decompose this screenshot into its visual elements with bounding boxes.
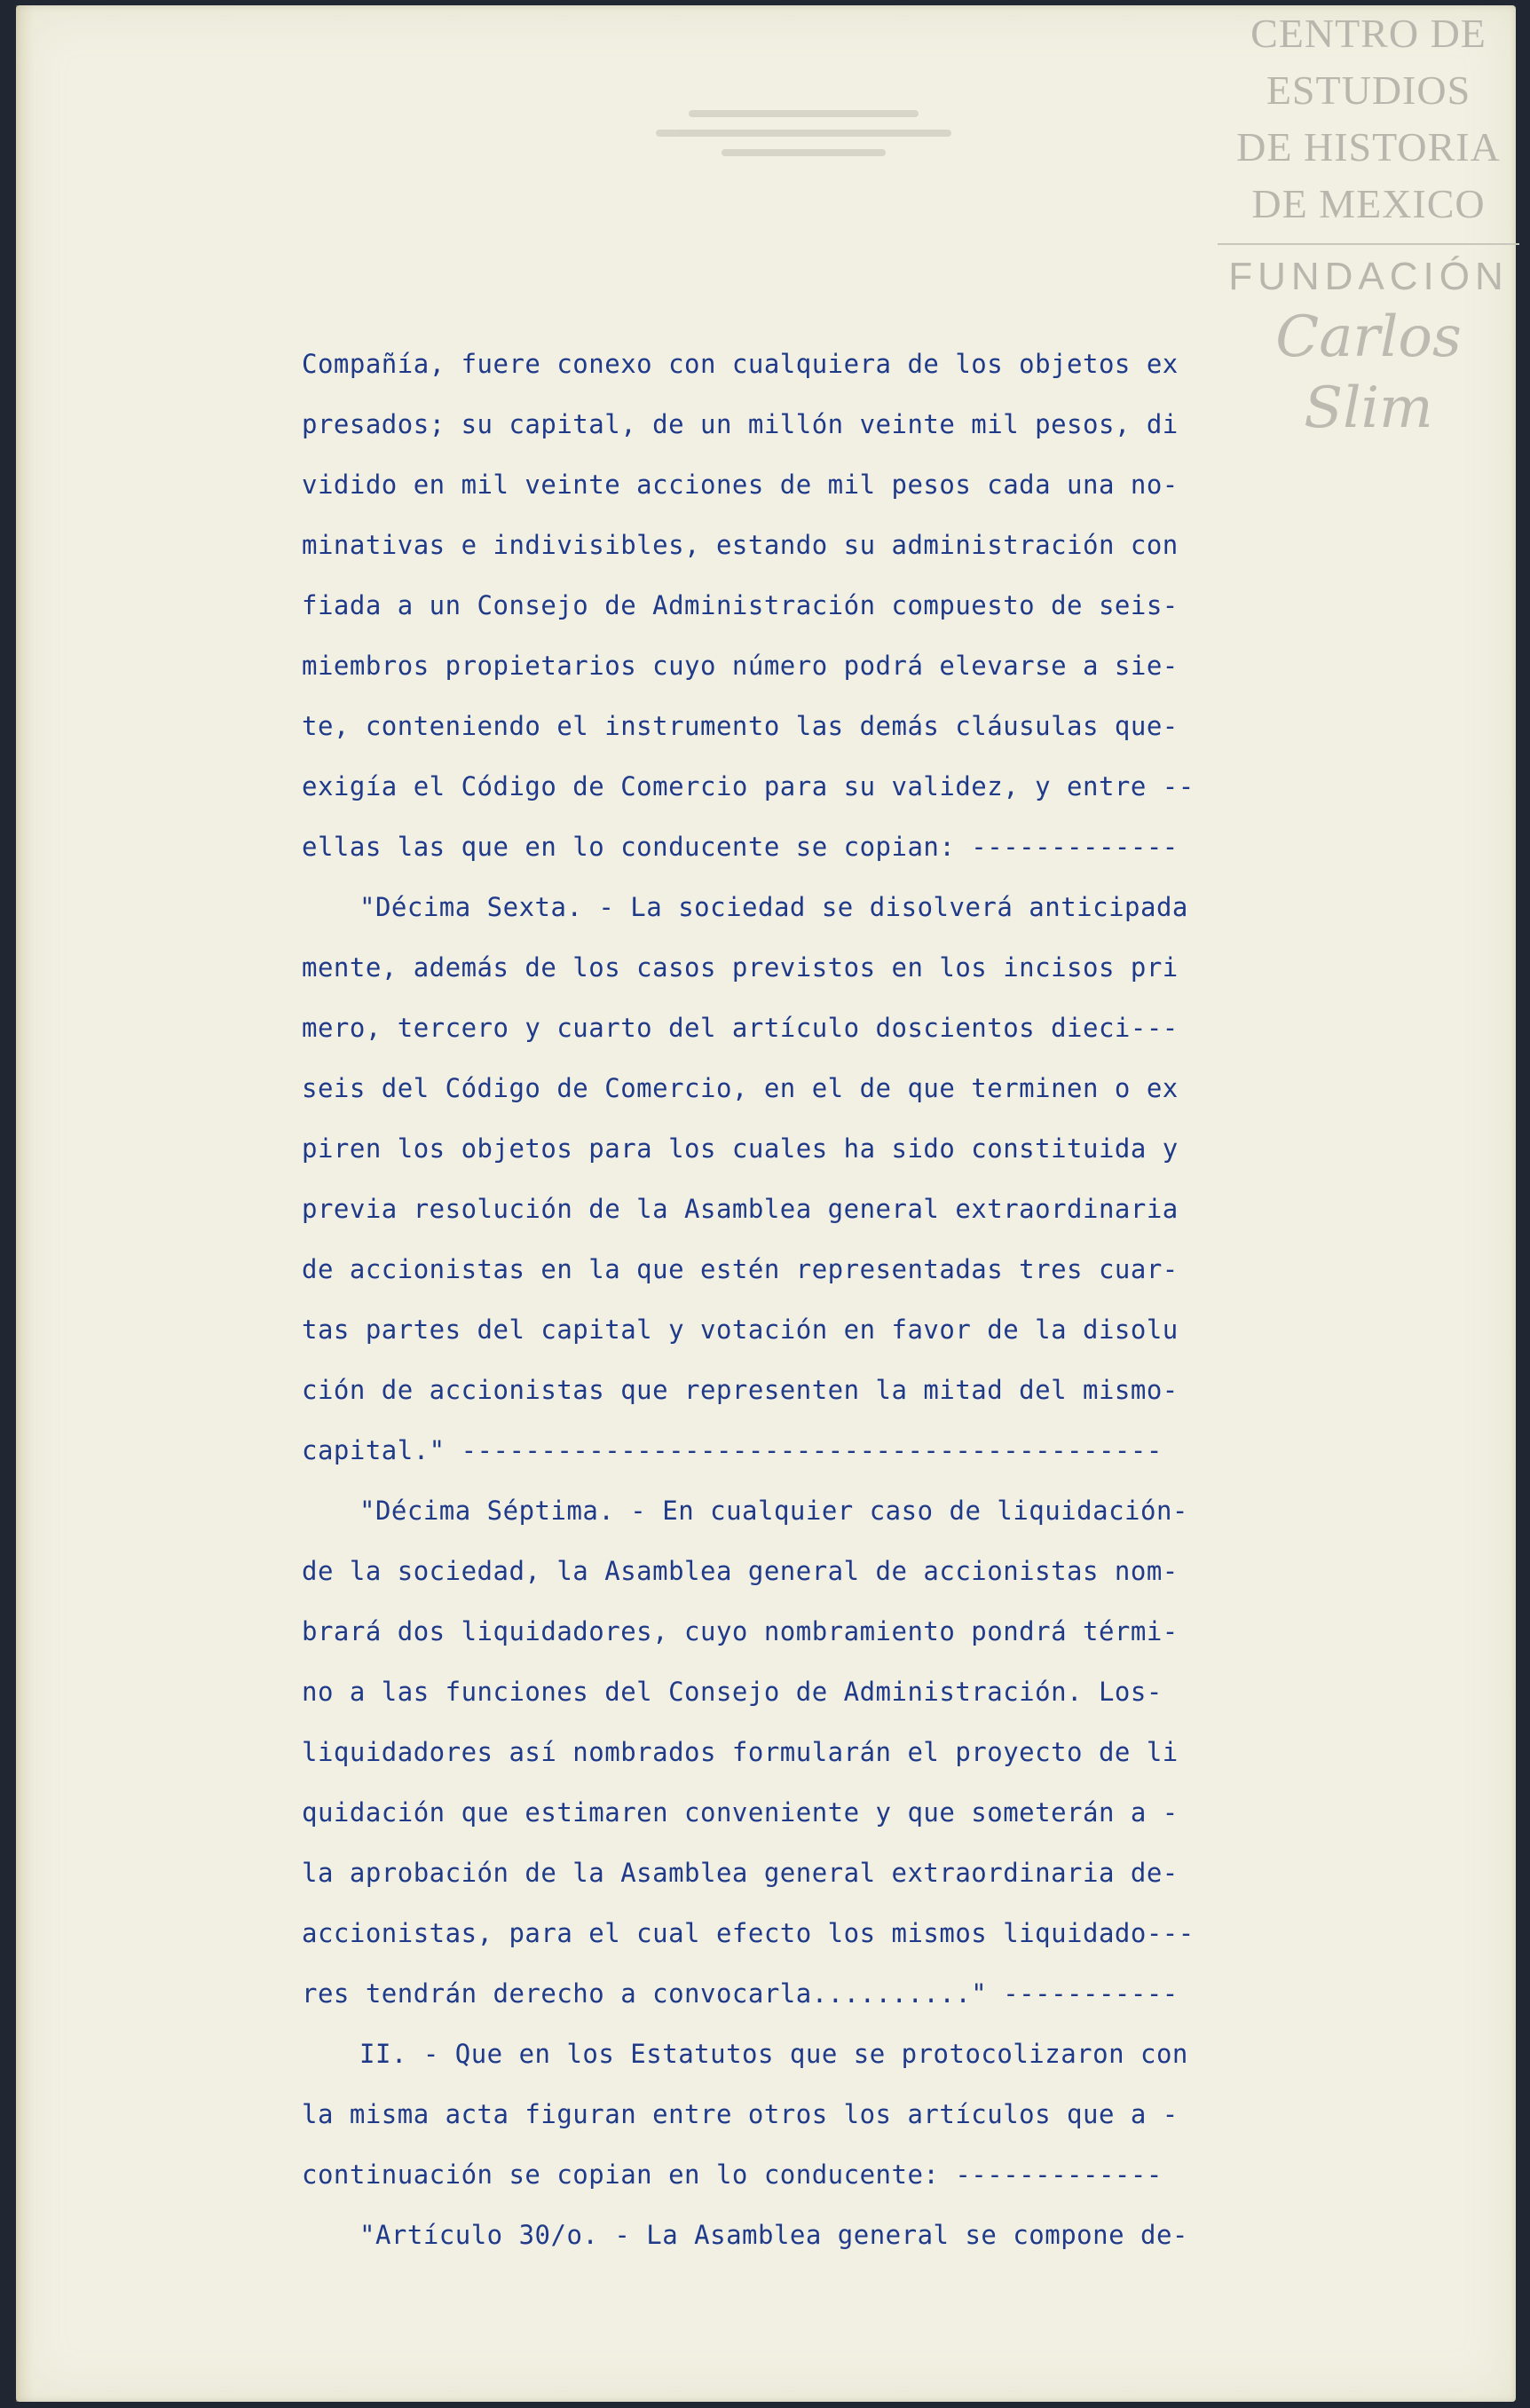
watermark-line: ESTUDIOS (1266, 67, 1471, 113)
watermark-line: DE HISTORIA (1236, 124, 1501, 170)
text-line: mente, además de los casos previstos en los incisos pri (302, 952, 1179, 983)
text-line: ellas las que en lo conducente se copian: ------------- (302, 832, 1179, 862)
page-edge-shadow (16, 5, 34, 2402)
text-line: "Décima Sexta. - La sociedad se disolverá anticipada (359, 892, 1188, 922)
text-line: de la sociedad, la Asamblea general de accionistas nom- (302, 1556, 1179, 1586)
text-line: "Décima Séptima. - En cualquier caso de liquidación- (359, 1496, 1188, 1526)
watermark-line: DE MEXICO (1251, 181, 1486, 226)
text-line: quidación que estimaren conveniente y que someterán a - (302, 1797, 1179, 1828)
text-line: res tendrán derecho a convocarla.........." ----------- (302, 1978, 1179, 2009)
text-line: previa resolución de la Asamblea general extraordinaria (302, 1194, 1179, 1224)
text-line: piren los objetos para los cuales ha sido constituida y (302, 1133, 1179, 1164)
text-line: "Artículo 30/o. - La Asamblea general se compone de- (359, 2220, 1188, 2250)
text-line: II. - Que en los Estatutos que se protocolizaron con (359, 2039, 1188, 2069)
text-line: vidido en mil veinte acciones de mil pesos cada una no- (302, 470, 1179, 500)
watermark-line: CENTRO DE (1250, 11, 1487, 56)
text-line: seis del Código de Comercio, en el de que terminen o ex (302, 1073, 1179, 1103)
text-line: exigía el Código de Comercio para su validez, y entre -- (302, 771, 1195, 801)
text-line: Compañía, fuere conexo con cualquiera de los objetos ex (302, 349, 1179, 379)
text-line: presados; su capital, de un millón veinte mil pesos, di (302, 409, 1179, 439)
text-line: accionistas, para el cual efecto los mismos liquidado--- (302, 1918, 1195, 1948)
text-line: tas partes del capital y votación en favor de la disolu (302, 1315, 1179, 1345)
text-line: ción de accionistas que representen la mitad del mismo- (302, 1375, 1179, 1405)
text-line: minativas e indivisibles, estando su administración con (302, 530, 1179, 560)
text-line: brará dos liquidadores, cuyo nombramiento pondrá térmi- (302, 1616, 1179, 1646)
text-line: mero, tercero y cuarto del artículo doscientos dieci--- (302, 1013, 1179, 1043)
text-line: liquidadores así nombrados formularán el proyecto de li (302, 1737, 1179, 1767)
typed-body-text (302, 342, 1296, 2273)
text-line: capital." -------------------------------------------- (302, 1435, 1163, 1465)
text-line: fiada a un Consejo de Administración compuesto de seis- (302, 590, 1179, 620)
text-line: la misma acta figuran entre otros los artículos que a - (302, 2099, 1179, 2129)
text-line: miembros propietarios cuyo número podrá elevarse a sie- (302, 651, 1179, 681)
watermark-foundation: FUNDACIÓN (1228, 255, 1509, 298)
text-line: te, conteniendo el instrumento las demás cláusulas que- (302, 711, 1179, 741)
text-line: de accionistas en la que estén representadas tres cuar- (302, 1254, 1179, 1284)
text-line: la aprobación de la Asamblea general extraordinaria de- (302, 1858, 1179, 1888)
faded-stamp-impression (639, 98, 967, 195)
text-line: no a las funciones del Consejo de Administración. Los- (302, 1677, 1163, 1707)
watermark-signature: Carlos Slim (1275, 304, 1462, 441)
text-line: continuación se copian en lo conducente: ------------- (302, 2159, 1163, 2190)
watermark-divider (1218, 243, 1519, 245)
